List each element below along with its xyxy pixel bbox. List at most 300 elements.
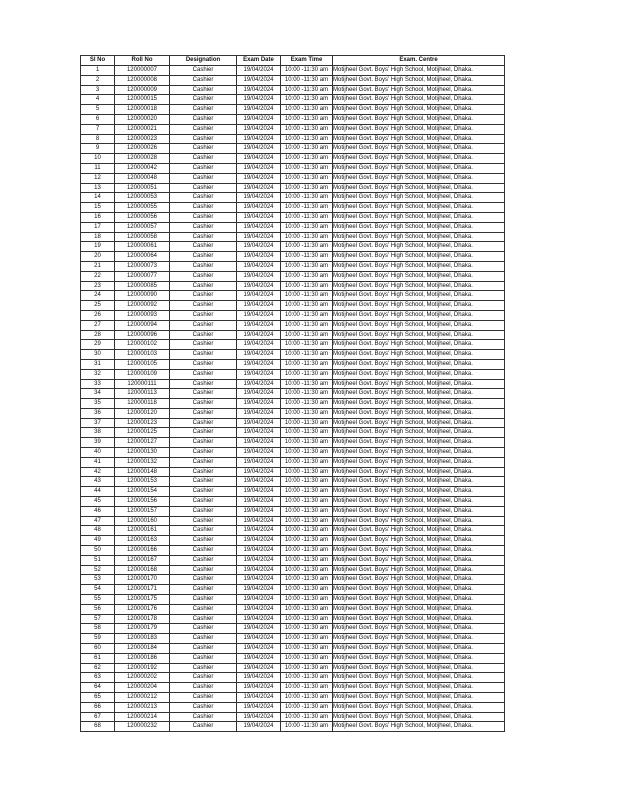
sl-no-cell: 32: [81, 369, 115, 379]
sl-no-cell: 56: [81, 604, 115, 614]
sl-no-cell: 21: [81, 261, 115, 271]
exam-centre-cell: Motijheel Govt. Boys' High School, Motijheel, Dhaka.: [333, 487, 505, 497]
exam-centre-cell: Motijheel Govt. Boys' High School, Motijheel, Dhaka.: [333, 379, 505, 389]
roll-no-cell: 120000007: [115, 66, 170, 76]
sl-no-cell: 37: [81, 418, 115, 428]
exam-time-cell: 10:00 -11:30 am: [281, 340, 333, 350]
table-row: [81, 310, 505, 320]
roll-no-cell: 120000156: [115, 497, 170, 507]
exam-date-cell: 19/04/2024: [237, 428, 281, 438]
exam-centre-cell: Motijheel Govt. Boys' High School, Motijheel, Dhaka.: [333, 124, 505, 134]
exam-date-cell: 19/04/2024: [237, 418, 281, 428]
designation-cell: Cashier: [170, 252, 237, 262]
roll-no-cell: 120000008: [115, 75, 170, 85]
exam-date-cell: 19/04/2024: [237, 369, 281, 379]
roll-no-cell: 120000154: [115, 487, 170, 497]
exam-time-cell: 10:00 -11:30 am: [281, 497, 333, 507]
exam-time-cell: 10:00 -11:30 am: [281, 114, 333, 124]
designation-cell: Cashier: [170, 183, 237, 193]
exam-date-cell: 19/04/2024: [237, 722, 281, 732]
roll-no-cell: 120000175: [115, 595, 170, 605]
table-row: [81, 144, 505, 154]
exam-date-cell: 19/04/2024: [237, 565, 281, 575]
exam-date-cell: 19/04/2024: [237, 232, 281, 242]
table-row: [81, 222, 505, 232]
exam-date-cell: 19/04/2024: [237, 330, 281, 340]
roll-no-cell: 120000021: [115, 124, 170, 134]
exam-time-cell: 10:00 -11:30 am: [281, 389, 333, 399]
exam-centre-cell: Motijheel Govt. Boys' High School, Motijheel, Dhaka.: [333, 105, 505, 115]
exam-date-cell: 19/04/2024: [237, 644, 281, 654]
roll-no-cell: 120000048: [115, 173, 170, 183]
table-row: [81, 369, 505, 379]
sl-no-cell: 28: [81, 330, 115, 340]
sl-no-cell: 60: [81, 644, 115, 654]
table-row: [81, 712, 505, 722]
table-row: [81, 428, 505, 438]
designation-cell: Cashier: [170, 232, 237, 242]
designation-cell: Cashier: [170, 203, 237, 213]
sl-no-cell: 63: [81, 673, 115, 683]
exam-time-cell: 10:00 -11:30 am: [281, 653, 333, 663]
exam-date-cell: 19/04/2024: [237, 154, 281, 164]
designation-cell: Cashier: [170, 604, 237, 614]
exam-centre-cell: Motijheel Govt. Boys' High School, Motijheel, Dhaka.: [333, 242, 505, 252]
exam-time-cell: 10:00 -11:30 am: [281, 379, 333, 389]
sl-no-cell: 44: [81, 487, 115, 497]
roll-no-cell: 120000192: [115, 663, 170, 673]
exam-centre-cell: Motijheel Govt. Boys' High School, Motijheel, Dhaka.: [333, 614, 505, 624]
table-row: [81, 644, 505, 654]
exam-date-cell: 19/04/2024: [237, 438, 281, 448]
designation-cell: Cashier: [170, 154, 237, 164]
sl-no-cell: 6: [81, 114, 115, 124]
roll-no-cell: 120000214: [115, 712, 170, 722]
table-row: [81, 487, 505, 497]
exam-date-cell: 19/04/2024: [237, 546, 281, 556]
table-row: [81, 702, 505, 712]
table-row: [81, 438, 505, 448]
roll-no-cell: 120000061: [115, 242, 170, 252]
exam-centre-cell: Motijheel Govt. Boys' High School, Motijheel, Dhaka.: [333, 555, 505, 565]
sl-no-cell: 34: [81, 389, 115, 399]
sl-no-cell: 58: [81, 624, 115, 634]
designation-cell: Cashier: [170, 457, 237, 467]
table-row: [81, 154, 505, 164]
sl-no-cell: 5: [81, 105, 115, 115]
exam-centre-cell: Motijheel Govt. Boys' High School, Motijheel, Dhaka.: [333, 467, 505, 477]
exam-time-cell: 10:00 -11:30 am: [281, 271, 333, 281]
roll-no-cell: 120000166: [115, 546, 170, 556]
designation-cell: Cashier: [170, 624, 237, 634]
exam-centre-cell: Motijheel Govt. Boys' High School, Motijheel, Dhaka.: [333, 291, 505, 301]
exam-centre-cell: Motijheel Govt. Boys' High School, Motijheel, Dhaka.: [333, 134, 505, 144]
exam-time-cell: 10:00 -11:30 am: [281, 428, 333, 438]
table-row: [81, 281, 505, 291]
table-row: [81, 252, 505, 262]
table-row: [81, 85, 505, 95]
table-row: [81, 124, 505, 134]
sl-no-cell: 12: [81, 173, 115, 183]
table-row: [81, 683, 505, 693]
roll-no-cell: 120000184: [115, 644, 170, 654]
sl-no-cell: 16: [81, 212, 115, 222]
roll-no-cell: 120000105: [115, 359, 170, 369]
roll-no-cell: 120000055: [115, 203, 170, 213]
designation-cell: Cashier: [170, 222, 237, 232]
exam-time-cell: 10:00 -11:30 am: [281, 438, 333, 448]
sl-no-cell: 46: [81, 506, 115, 516]
sl-no-cell: 47: [81, 516, 115, 526]
exam-time-cell: 10:00 -11:30 am: [281, 281, 333, 291]
designation-cell: Cashier: [170, 242, 237, 252]
exam-centre-cell: Motijheel Govt. Boys' High School, Motijheel, Dhaka.: [333, 252, 505, 262]
exam-time-cell: 10:00 -11:30 am: [281, 644, 333, 654]
exam-time-cell: 10:00 -11:30 am: [281, 516, 333, 526]
table-row: [81, 212, 505, 222]
exam-time-cell: 10:00 -11:30 am: [281, 565, 333, 575]
header-designation: Designation: [170, 56, 237, 66]
exam-time-cell: 10:00 -11:30 am: [281, 467, 333, 477]
exam-centre-cell: Motijheel Govt. Boys' High School, Motijheel, Dhaka.: [333, 173, 505, 183]
exam-time-cell: 10:00 -11:30 am: [281, 712, 333, 722]
sl-no-cell: 67: [81, 712, 115, 722]
exam-date-cell: 19/04/2024: [237, 212, 281, 222]
exam-time-cell: 10:00 -11:30 am: [281, 330, 333, 340]
exam-time-cell: 10:00 -11:30 am: [281, 261, 333, 271]
table-row: [81, 389, 505, 399]
exam-date-cell: 19/04/2024: [237, 389, 281, 399]
exam-date-cell: 19/04/2024: [237, 379, 281, 389]
designation-cell: Cashier: [170, 477, 237, 487]
exam-date-cell: 19/04/2024: [237, 487, 281, 497]
table-row: [81, 203, 505, 213]
exam-time-cell: 10:00 -11:30 am: [281, 105, 333, 115]
exam-centre-cell: Motijheel Govt. Boys' High School, Motijheel, Dhaka.: [333, 389, 505, 399]
exam-centre-cell: Motijheel Govt. Boys' High School, Motijheel, Dhaka.: [333, 193, 505, 203]
sl-no-cell: 50: [81, 546, 115, 556]
exam-centre-cell: Motijheel Govt. Boys' High School, Motijheel, Dhaka.: [333, 320, 505, 330]
exam-centre-cell: Motijheel Govt. Boys' High School, Motijheel, Dhaka.: [333, 369, 505, 379]
roll-no-cell: 120000085: [115, 281, 170, 291]
exam-date-cell: 19/04/2024: [237, 457, 281, 467]
designation-cell: Cashier: [170, 350, 237, 360]
exam-date-cell: 19/04/2024: [237, 585, 281, 595]
table-row: [81, 193, 505, 203]
designation-cell: Cashier: [170, 614, 237, 624]
exam-centre-cell: Motijheel Govt. Boys' High School, Motijheel, Dhaka.: [333, 653, 505, 663]
exam-time-cell: 10:00 -11:30 am: [281, 683, 333, 693]
sl-no-cell: 17: [81, 222, 115, 232]
exam-date-cell: 19/04/2024: [237, 555, 281, 565]
table-row: [81, 673, 505, 683]
table-row: [81, 693, 505, 703]
roll-no-cell: 120000113: [115, 389, 170, 399]
exam-date-cell: 19/04/2024: [237, 183, 281, 193]
designation-cell: Cashier: [170, 320, 237, 330]
sl-no-cell: 61: [81, 653, 115, 663]
table-row: [81, 301, 505, 311]
exam-centre-cell: Motijheel Govt. Boys' High School, Motijheel, Dhaka.: [333, 330, 505, 340]
header-exam-date: Exam Date: [237, 56, 281, 66]
exam-date-cell: 19/04/2024: [237, 320, 281, 330]
exam-date-cell: 19/04/2024: [237, 242, 281, 252]
exam-date-cell: 19/04/2024: [237, 683, 281, 693]
designation-cell: Cashier: [170, 536, 237, 546]
roll-no-cell: 120000232: [115, 722, 170, 732]
exam-centre-cell: Motijheel Govt. Boys' High School, Motijheel, Dhaka.: [333, 350, 505, 360]
exam-time-cell: 10:00 -11:30 am: [281, 173, 333, 183]
designation-cell: Cashier: [170, 683, 237, 693]
exam-centre-cell: Motijheel Govt. Boys' High School, Motijheel, Dhaka.: [333, 585, 505, 595]
sl-no-cell: 53: [81, 575, 115, 585]
roll-no-cell: 120000168: [115, 565, 170, 575]
exam-centre-cell: Motijheel Govt. Boys' High School, Motijheel, Dhaka.: [333, 663, 505, 673]
exam-centre-cell: Motijheel Govt. Boys' High School, Motijheel, Dhaka.: [333, 183, 505, 193]
exam-date-cell: 19/04/2024: [237, 536, 281, 546]
roll-no-cell: 120000056: [115, 212, 170, 222]
sl-no-cell: 22: [81, 271, 115, 281]
exam-centre-cell: Motijheel Govt. Boys' High School, Motijheel, Dhaka.: [333, 536, 505, 546]
exam-time-cell: 10:00 -11:30 am: [281, 134, 333, 144]
table-row: [81, 271, 505, 281]
exam-date-cell: 19/04/2024: [237, 124, 281, 134]
roll-no-cell: 120000202: [115, 673, 170, 683]
designation-cell: Cashier: [170, 595, 237, 605]
exam-time-cell: 10:00 -11:30 am: [281, 585, 333, 595]
exam-date-cell: 19/04/2024: [237, 85, 281, 95]
sl-no-cell: 43: [81, 477, 115, 487]
exam-date-cell: 19/04/2024: [237, 624, 281, 634]
exam-time-cell: 10:00 -11:30 am: [281, 291, 333, 301]
exam-date-cell: 19/04/2024: [237, 105, 281, 115]
roll-no-cell: 120000179: [115, 624, 170, 634]
exam-centre-cell: Motijheel Govt. Boys' High School, Motijheel, Dhaka.: [333, 85, 505, 95]
exam-time-cell: 10:00 -11:30 am: [281, 193, 333, 203]
table-row: [81, 467, 505, 477]
roll-no-cell: 120000176: [115, 604, 170, 614]
exam-time-cell: 10:00 -11:30 am: [281, 614, 333, 624]
table-row: [81, 546, 505, 556]
roll-no-cell: 120000161: [115, 526, 170, 536]
table-row: [81, 173, 505, 183]
designation-cell: Cashier: [170, 722, 237, 732]
sl-no-cell: 15: [81, 203, 115, 213]
designation-cell: Cashier: [170, 340, 237, 350]
exam-date-cell: 19/04/2024: [237, 712, 281, 722]
exam-time-cell: 10:00 -11:30 am: [281, 144, 333, 154]
roll-no-cell: 120000020: [115, 114, 170, 124]
sl-no-cell: 48: [81, 526, 115, 536]
exam-centre-cell: Motijheel Govt. Boys' High School, Motijheel, Dhaka.: [333, 722, 505, 732]
exam-centre-cell: Motijheel Govt. Boys' High School, Motijheel, Dhaka.: [333, 526, 505, 536]
table-row: [81, 232, 505, 242]
exam-time-cell: 10:00 -11:30 am: [281, 369, 333, 379]
exam-time-cell: 10:00 -11:30 am: [281, 536, 333, 546]
exam-centre-cell: Motijheel Govt. Boys' High School, Motijheel, Dhaka.: [333, 222, 505, 232]
exam-time-cell: 10:00 -11:30 am: [281, 634, 333, 644]
table-row: [81, 516, 505, 526]
exam-time-cell: 10:00 -11:30 am: [281, 555, 333, 565]
sl-no-cell: 27: [81, 320, 115, 330]
exam-time-cell: 10:00 -11:30 am: [281, 212, 333, 222]
exam-time-cell: 10:00 -11:30 am: [281, 301, 333, 311]
sl-no-cell: 13: [81, 183, 115, 193]
exam-date-cell: 19/04/2024: [237, 663, 281, 673]
exam-date-cell: 19/04/2024: [237, 281, 281, 291]
exam-time-cell: 10:00 -11:30 am: [281, 575, 333, 585]
table-row: [81, 653, 505, 663]
exam-time-cell: 10:00 -11:30 am: [281, 124, 333, 134]
designation-cell: Cashier: [170, 95, 237, 105]
designation-cell: Cashier: [170, 193, 237, 203]
exam-centre-cell: Motijheel Govt. Boys' High School, Motijheel, Dhaka.: [333, 359, 505, 369]
table-row: [81, 448, 505, 458]
designation-cell: Cashier: [170, 653, 237, 663]
table-row: [81, 242, 505, 252]
table-row: [81, 585, 505, 595]
designation-cell: Cashier: [170, 663, 237, 673]
exam-date-cell: 19/04/2024: [237, 252, 281, 262]
designation-cell: Cashier: [170, 134, 237, 144]
exam-centre-cell: Motijheel Govt. Boys' High School, Motijheel, Dhaka.: [333, 702, 505, 712]
exam-date-cell: 19/04/2024: [237, 575, 281, 585]
table-row: [81, 506, 505, 516]
exam-time-cell: 10:00 -11:30 am: [281, 418, 333, 428]
exam-date-cell: 19/04/2024: [237, 653, 281, 663]
sl-no-cell: 24: [81, 291, 115, 301]
exam-time-cell: 10:00 -11:30 am: [281, 604, 333, 614]
exam-date-cell: 19/04/2024: [237, 516, 281, 526]
roll-no-cell: 120000170: [115, 575, 170, 585]
sl-no-cell: 29: [81, 340, 115, 350]
exam-time-cell: 10:00 -11:30 am: [281, 506, 333, 516]
sl-no-cell: 68: [81, 722, 115, 732]
exam-centre-cell: Motijheel Govt. Boys' High School, Motijheel, Dhaka.: [333, 457, 505, 467]
roll-no-cell: 120000057: [115, 222, 170, 232]
exam-centre-cell: Motijheel Govt. Boys' High School, Motijheel, Dhaka.: [333, 75, 505, 85]
exam-date-cell: 19/04/2024: [237, 634, 281, 644]
exam-date-cell: 19/04/2024: [237, 340, 281, 350]
exam-centre-cell: Motijheel Govt. Boys' High School, Motijheel, Dhaka.: [333, 683, 505, 693]
designation-cell: Cashier: [170, 75, 237, 85]
roll-no-cell: 120000213: [115, 702, 170, 712]
sl-no-cell: 26: [81, 310, 115, 320]
table-row: [81, 320, 505, 330]
exam-date-cell: 19/04/2024: [237, 114, 281, 124]
exam-schedule-table: [80, 55, 505, 732]
roll-no-cell: 120000092: [115, 301, 170, 311]
designation-cell: Cashier: [170, 585, 237, 595]
sl-no-cell: 38: [81, 428, 115, 438]
table-row: [81, 399, 505, 409]
sl-no-cell: 31: [81, 359, 115, 369]
exam-date-cell: 19/04/2024: [237, 497, 281, 507]
roll-no-cell: 120000157: [115, 506, 170, 516]
exam-time-cell: 10:00 -11:30 am: [281, 663, 333, 673]
exam-centre-cell: Motijheel Govt. Boys' High School, Motijheel, Dhaka.: [333, 261, 505, 271]
exam-centre-cell: Motijheel Govt. Boys' High School, Motijheel, Dhaka.: [333, 163, 505, 173]
exam-centre-cell: Motijheel Govt. Boys' High School, Motijheel, Dhaka.: [333, 644, 505, 654]
exam-time-cell: 10:00 -11:30 am: [281, 320, 333, 330]
exam-centre-cell: Motijheel Govt. Boys' High School, Motijheel, Dhaka.: [333, 212, 505, 222]
exam-centre-cell: Motijheel Govt. Boys' High School, Motijheel, Dhaka.: [333, 428, 505, 438]
roll-no-cell: 120000090: [115, 291, 170, 301]
roll-no-cell: 120000009: [115, 85, 170, 95]
table-row: [81, 408, 505, 418]
exam-centre-cell: Motijheel Govt. Boys' High School, Motijheel, Dhaka.: [333, 271, 505, 281]
exam-time-cell: 10:00 -11:30 am: [281, 546, 333, 556]
sl-no-cell: 4: [81, 95, 115, 105]
exam-time-cell: 10:00 -11:30 am: [281, 310, 333, 320]
designation-cell: Cashier: [170, 634, 237, 644]
roll-no-cell: 120000102: [115, 340, 170, 350]
exam-time-cell: 10:00 -11:30 am: [281, 95, 333, 105]
sl-no-cell: 18: [81, 232, 115, 242]
exam-date-cell: 19/04/2024: [237, 261, 281, 271]
exam-centre-cell: Motijheel Govt. Boys' High School, Motijheel, Dhaka.: [333, 232, 505, 242]
exam-centre-cell: Motijheel Govt. Boys' High School, Motijheel, Dhaka.: [333, 301, 505, 311]
exam-centre-cell: Motijheel Govt. Boys' High School, Motijheel, Dhaka.: [333, 438, 505, 448]
sl-no-cell: 52: [81, 565, 115, 575]
roll-no-cell: 120000212: [115, 693, 170, 703]
table-row: [81, 75, 505, 85]
roll-no-cell: 120000130: [115, 448, 170, 458]
exam-date-cell: 19/04/2024: [237, 359, 281, 369]
exam-centre-cell: Motijheel Govt. Boys' High School, Motijheel, Dhaka.: [333, 565, 505, 575]
designation-cell: Cashier: [170, 438, 237, 448]
exam-time-cell: 10:00 -11:30 am: [281, 242, 333, 252]
exam-date-cell: 19/04/2024: [237, 193, 281, 203]
designation-cell: Cashier: [170, 359, 237, 369]
exam-centre-cell: Motijheel Govt. Boys' High School, Motijheel, Dhaka.: [333, 516, 505, 526]
designation-cell: Cashier: [170, 712, 237, 722]
sl-no-cell: 3: [81, 85, 115, 95]
exam-centre-cell: Motijheel Govt. Boys' High School, Motijheel, Dhaka.: [333, 95, 505, 105]
sl-no-cell: 59: [81, 634, 115, 644]
roll-no-cell: 120000123: [115, 418, 170, 428]
exam-time-cell: 10:00 -11:30 am: [281, 702, 333, 712]
designation-cell: Cashier: [170, 85, 237, 95]
sl-no-cell: 33: [81, 379, 115, 389]
designation-cell: Cashier: [170, 644, 237, 654]
exam-date-cell: 19/04/2024: [237, 291, 281, 301]
exam-centre-cell: Motijheel Govt. Boys' High School, Motijheel, Dhaka.: [333, 418, 505, 428]
exam-centre-cell: Motijheel Govt. Boys' High School, Motijheel, Dhaka.: [333, 203, 505, 213]
roll-no-cell: 120000167: [115, 555, 170, 565]
table-body: [81, 66, 505, 732]
table-row: [81, 457, 505, 467]
sl-no-cell: 8: [81, 134, 115, 144]
roll-no-cell: 120000028: [115, 154, 170, 164]
exam-time-cell: 10:00 -11:30 am: [281, 232, 333, 242]
sl-no-cell: 1: [81, 66, 115, 76]
roll-no-cell: 120000051: [115, 183, 170, 193]
designation-cell: Cashier: [170, 173, 237, 183]
designation-cell: Cashier: [170, 212, 237, 222]
table-row: [81, 477, 505, 487]
exam-date-cell: 19/04/2024: [237, 173, 281, 183]
exam-centre-cell: Motijheel Govt. Boys' High School, Motijheel, Dhaka.: [333, 497, 505, 507]
roll-no-cell: 120000125: [115, 428, 170, 438]
exam-date-cell: 19/04/2024: [237, 526, 281, 536]
sl-no-cell: 39: [81, 438, 115, 448]
exam-time-cell: 10:00 -11:30 am: [281, 66, 333, 76]
table-row: [81, 526, 505, 536]
designation-cell: Cashier: [170, 693, 237, 703]
roll-no-cell: 120000178: [115, 614, 170, 624]
table-row: [81, 722, 505, 732]
